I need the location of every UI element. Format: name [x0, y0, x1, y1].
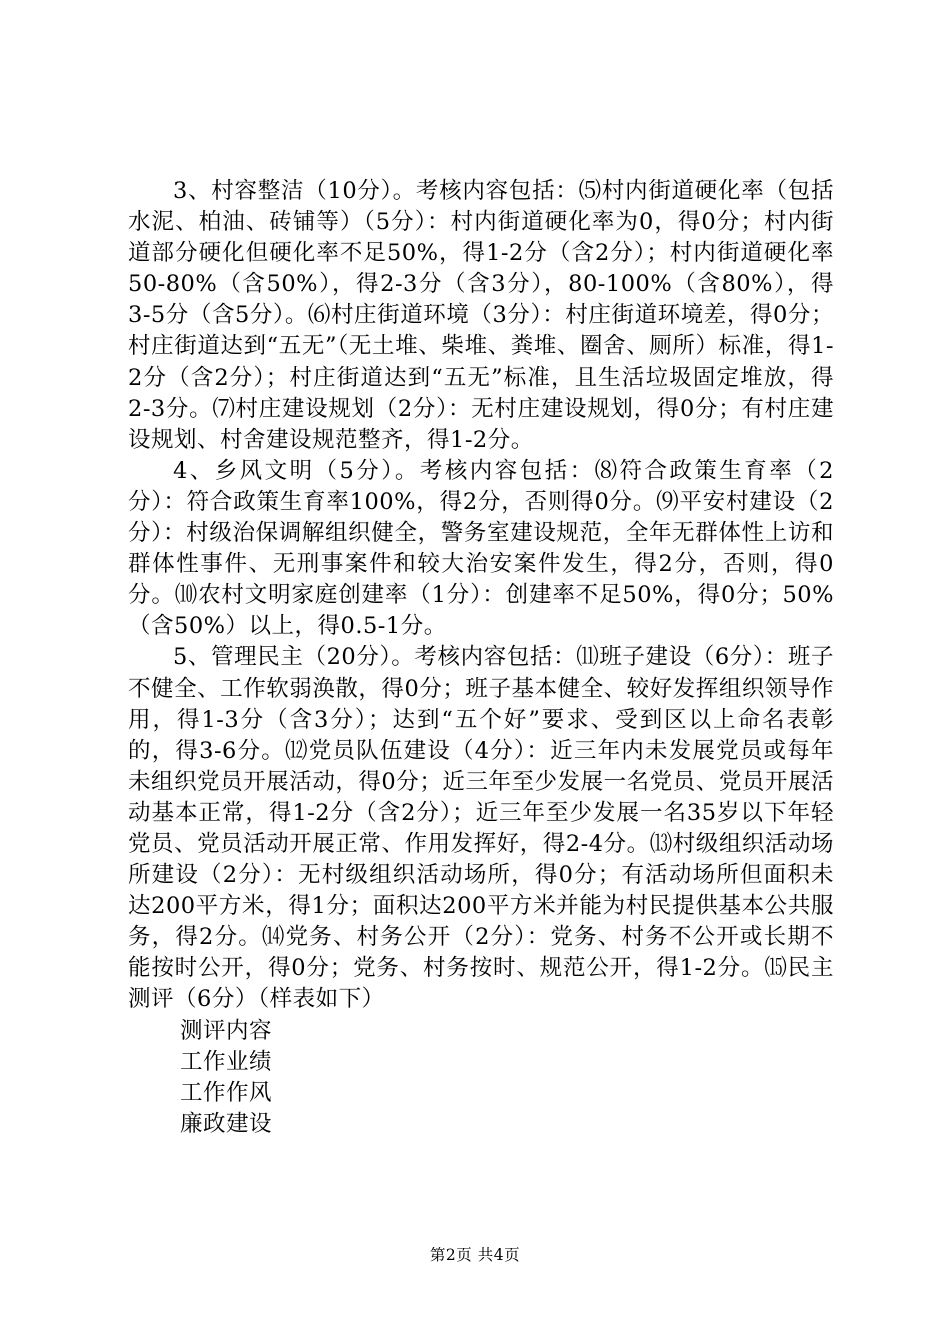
list-item: 廉政建设: [180, 1110, 273, 1137]
paragraph-rural-civility: 4、乡风文明（5分）。考核内容包括：⑻符合政策生育率（2分）：符合政策生育率100%，得2分，否则得0分。⑼平安村建设（2分）：村级治保调解组织健全，警务室建设规范，全年无群体性上访和群体性事件、无刑事案件和较大治安案件发生，得2分，否则，得0分。⑽农村文明家庭创建率（1分）：创建率不足50%，得0分；50%（含50%）以上，得0.5-1分。: [128, 457, 834, 640]
evaluation-items-list: [128, 1016, 834, 1140]
paragraph-village-appearance: 3、村容整洁（10分）。考核内容包括：⑸村内街道硬化率（包括水泥、柏油、砖铺等）（5分）：村内街道硬化率为0，得0分；村内街道部分硬化但硬化率不足50%，得1-2分（含2分）；村内街道硬化率50-80%（含50%），得2-3分（含3分），80-100%（含80%），得3-5分（含5分）。⑹村庄街道环境（3分）：村庄街道环境差，得0分；村庄街道达到“五无”（无土堆、柴堆、粪堆、圈舍、厕所）标准，得1-2分（含2分）；村庄街道达到“五无”标准，且生活垃圾固定堆放，得2-3分。⑺村庄建设规划（2分）：无村庄建设规划，得0分；有村庄建设规划、村舍建设规范整齐，得1-2分。: [128, 178, 834, 453]
list-item: 工作业绩: [180, 1048, 273, 1075]
list-item: 测评内容: [180, 1017, 273, 1044]
page-footer: [0, 1245, 950, 1265]
page-number: 第2页 共4页: [429, 1246, 521, 1264]
document-body: [128, 176, 834, 1140]
paragraph-democratic-management: 5、管理民主（20分）。考核内容包括：⑾班子建设（6分）：班子不健全、工作软弱涣散，得0分；班子基本健全、较好发挥组织领导作用，得1-3分（含3分）；达到“五个好”要求、受到区以上命名表彰的，得3-6分。⑿党员队伍建设（4分）：近三年内未发展党员或每年未组织党员开展活动，得0分；近三年至少发展一名党员、党员开展活动基本正常，得1-2分（含2分）；近三年至少发展一名35岁以下年轻党员、党员活动开展正常、作用发挥好，得2-4分。⒀村级组织活动场所建设（2分）：无村级组织活动场所，得0分；有活动场所但面积未达200平方米，得1分；面积达200平方米并能为村民提供基本公共服务，得2分。⒁党务、村务公开（2分）：党务、村务不公开或长期不能按时公开，得0分；党务、村务按时、规范公开，得1-2分。⒂民主测评（6分）（样表如下）: [128, 644, 834, 1013]
list-item: 工作作风: [180, 1079, 273, 1106]
